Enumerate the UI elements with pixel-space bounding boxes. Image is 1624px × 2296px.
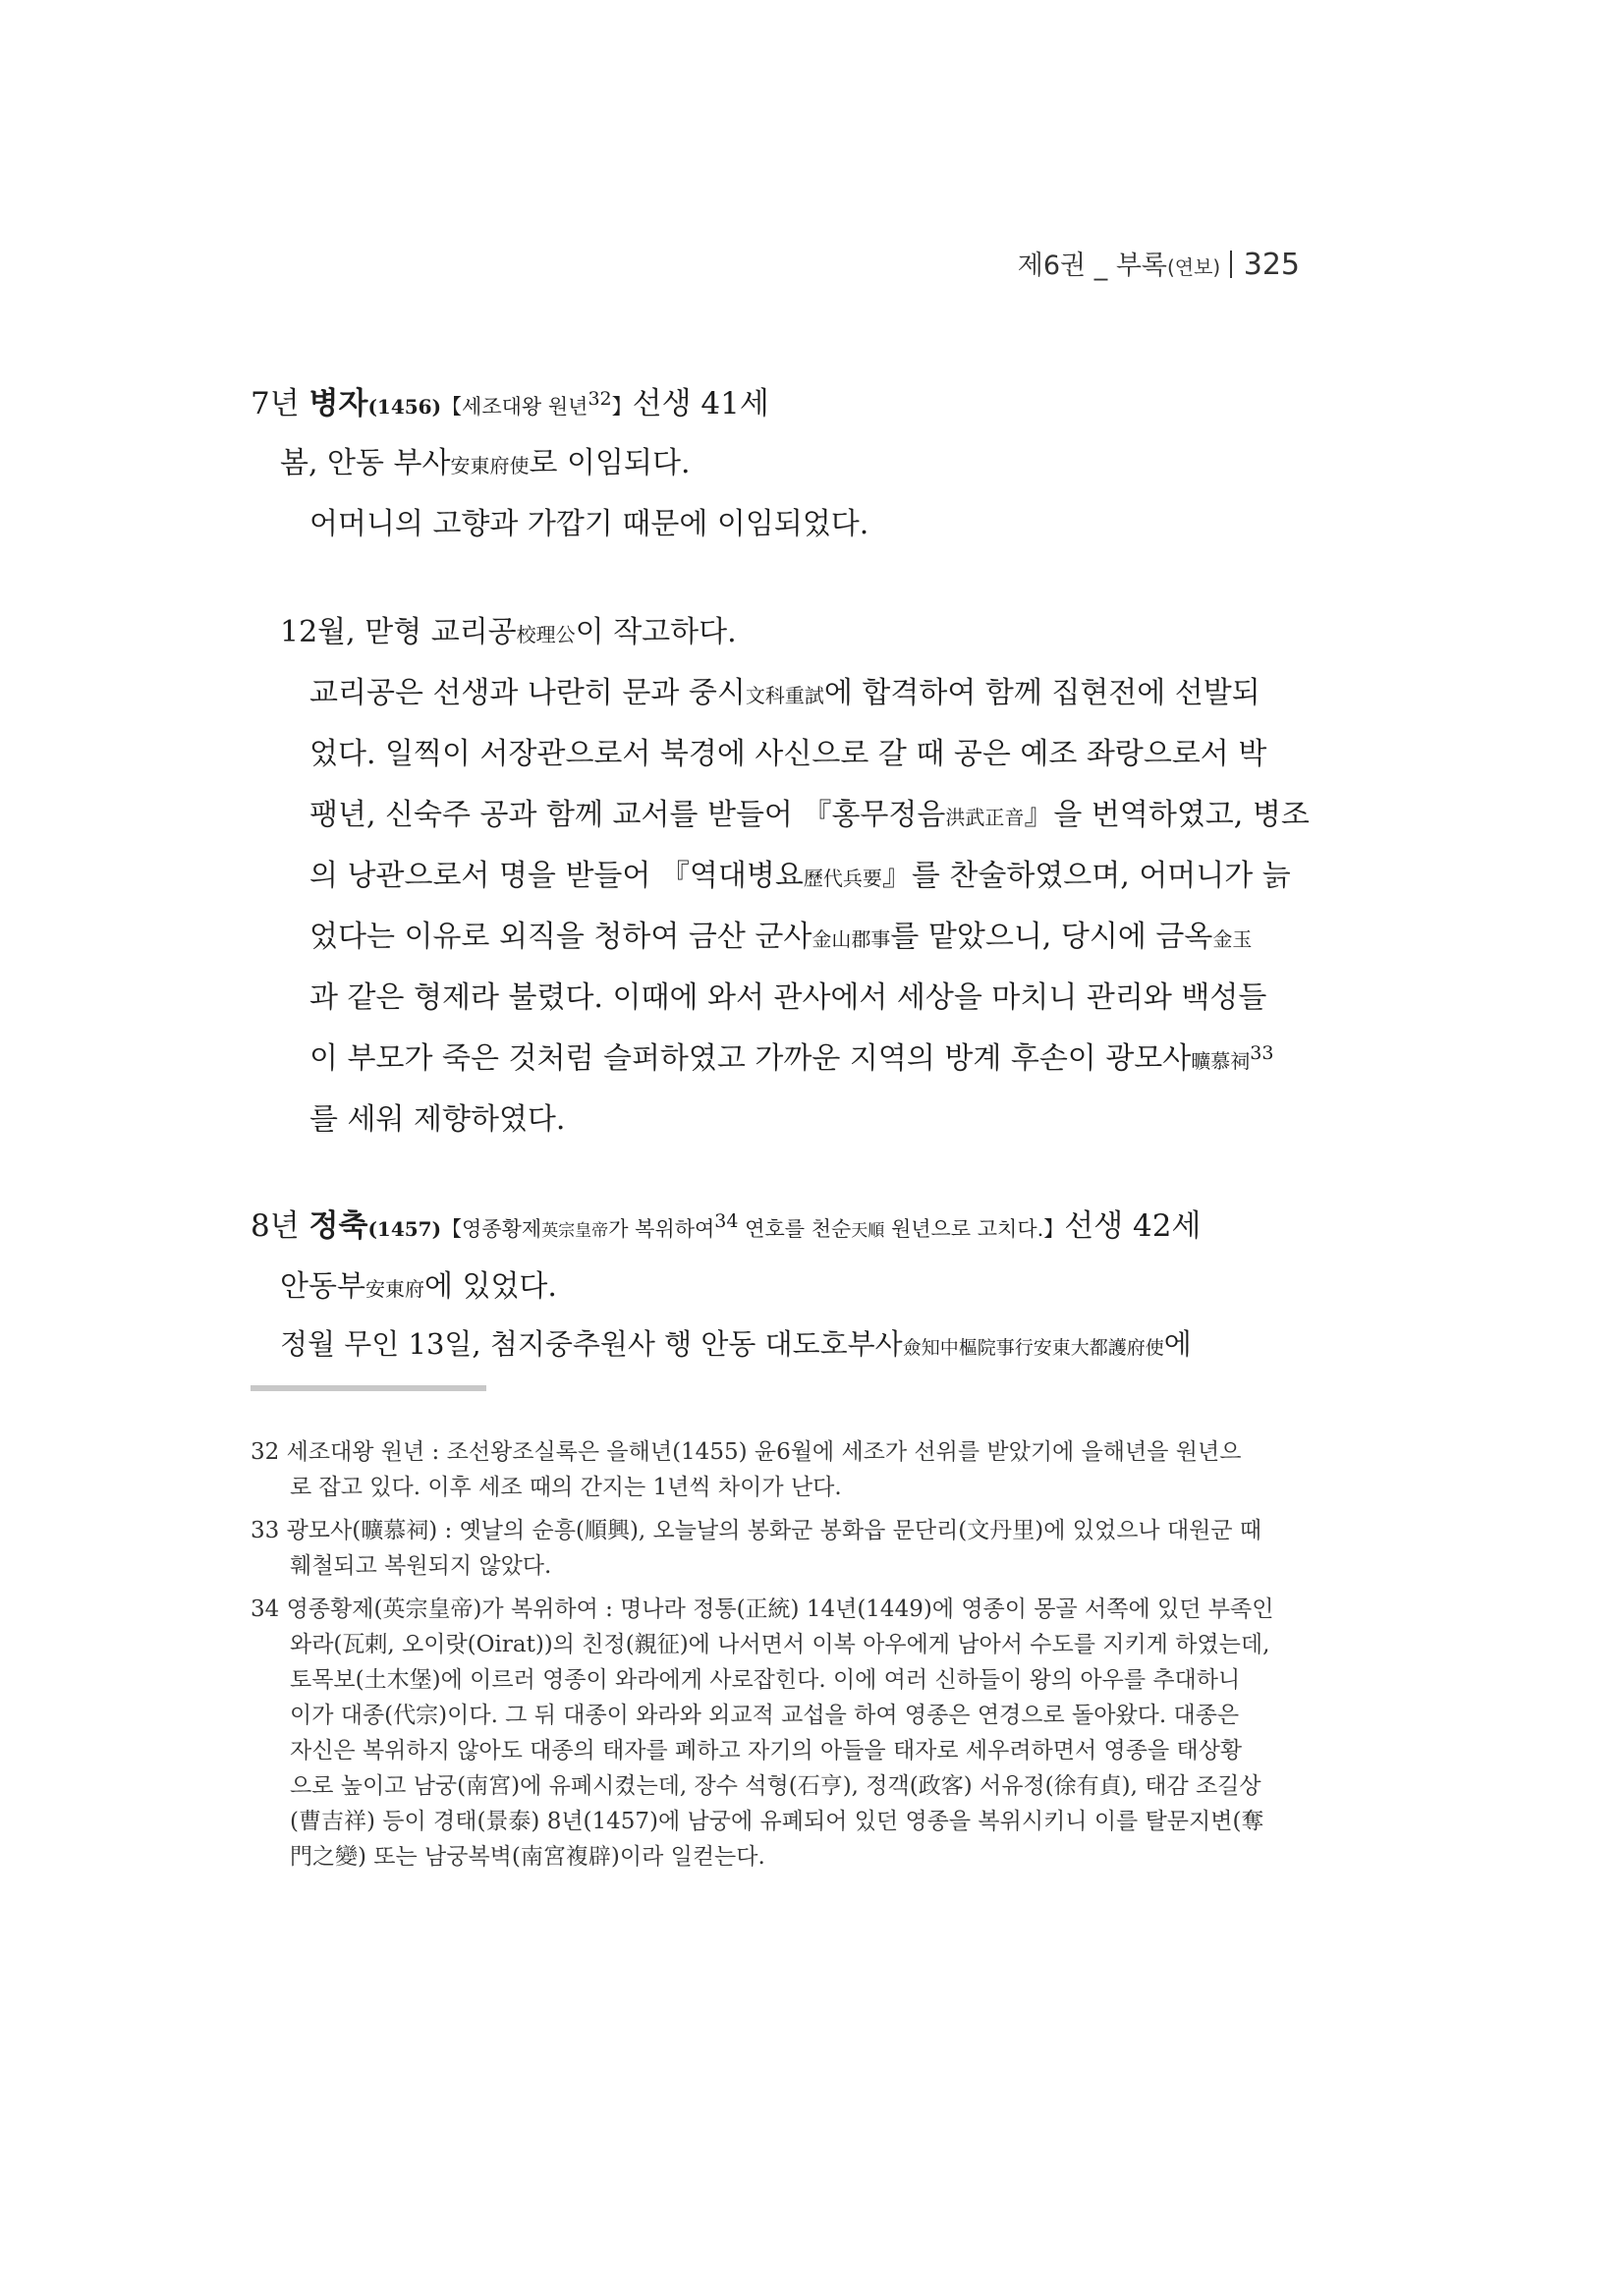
event-text-end: 에 있었다. [423,1269,557,1304]
footnote-33 [251,1513,1261,1584]
running-header [1018,244,1300,282]
paragraph-text: 의 낭관으로서 명을 받들어 『역대병요 [309,859,804,893]
footnote-line: 세조대왕 원년 : 조선왕조실록은 을해년(1455) 윤6월에 세조가 선위를 받았기에 을해년을 원년으 [286,1439,1242,1465]
header-divider [1230,251,1232,278]
event-detail-text: 어머니의 고향과 가깝기 때문에 이임되었다. [309,507,869,541]
year-note-close: 】 [1043,1217,1065,1241]
ganji-label: 정축 [308,1208,368,1244]
year-note-pre: 【세조대왕 원년 [441,395,588,419]
year-note: 가 복위하여 [608,1217,715,1241]
footnote-line: 와라(瓦剌, 오이랏(Oirat))의 친정(親征)에 나서면서 이복 아우에게 남아서 수도를 지키게 하였는데, [290,1632,1270,1657]
paragraph-line [309,973,1266,1016]
paragraph-text: 교리공은 선생과 나란히 문과 중시 [309,676,746,710]
paragraph-text: 』를 찬술하였으며, 어머니가 늙 [881,859,1291,893]
year-note: 【영종황제 [441,1217,542,1241]
year-note: 연호를 천순 [738,1217,852,1241]
year-note: 원년으로 고치다. [884,1217,1044,1241]
paragraph-line [309,729,1266,772]
event-hanja: 校理公 [516,623,576,646]
paragraph-hanja: 洪武正音 [945,806,1025,829]
footnote-line: 광모사(曠慕祠) : 옛날의 순흥(順興), 오늘날의 봉화군 봉화읍 문단리(文丹里)에 있었으나 대원군 때 [286,1518,1262,1543]
header-volume: 제6권 [1017,251,1087,281]
footnote-number: 34 [251,1596,280,1622]
paragraph-text: 었다는 이유로 외직을 청하여 금산 군사 [309,920,812,954]
paragraph-line [309,1034,1273,1077]
year-label: 8년 [251,1208,300,1244]
event-hanja: 安東府 [364,1277,424,1301]
year-heading-7 [251,378,769,422]
paragraph-hanja: 曠慕祠 [1191,1049,1251,1073]
event-text: 봄, 안동 부사 [280,446,451,480]
footnote-line: (曹吉祥) 등이 경태(景泰) 8년(1457)에 남궁에 유폐되어 있던 영종을 복위시키니 이를 탈문지변(奪 [290,1809,1264,1834]
footnote-line: 이가 대종(代宗)이다. 그 뒤 대종이 와라와 외교적 교섭을 하여 영종은 연경으로 돌아왔다. 대종은 [290,1703,1240,1728]
paragraph-text: 를 세워 제향하였다. [309,1102,566,1137]
paragraph-line [309,790,1310,833]
paragraph-text: 를 맡았으니, 당시에 금옥 [890,920,1213,954]
paragraph-line [309,912,1252,955]
year-note-hanja: 英宗皇帝 [541,1221,609,1241]
footnote-ref-32: 32 [588,388,612,410]
page-number: 325 [1243,248,1300,282]
footnote-line: 로 잡고 있다. 이후 세조 때의 간지는 1년씩 차이가 난다. [290,1475,842,1500]
footnote-line: 門之變) 또는 남궁복벽(南宮複辟)이라 일컫는다. [290,1844,765,1870]
age-label: 선생 41세 [632,386,769,421]
footnote-line: 훼철되고 복원되지 않았다. [290,1553,552,1579]
header-dash: _ [1093,251,1108,281]
event-hanja: 僉知中樞院事行安東大都護府使 [902,1337,1164,1359]
paragraph-line [309,1094,565,1138]
footnote-34 [251,1592,1273,1875]
paragraph-text: 과 같은 형제라 불렸다. 이때에 와서 관사에서 세상을 마치니 관리와 백성들 [309,980,1267,1015]
paragraph-text: 었다. 일찍이 서장관으로서 북경에 사신으로 갈 때 공은 예조 좌랑으로서 박 [309,737,1267,771]
event-title [280,1322,1192,1363]
footnote-line: 자신은 복위하지 않아도 대종의 태자를 폐하고 자기의 아들을 태자로 세우려하면서 영종을 태상황 [290,1738,1243,1764]
footnote-ref-34: 34 [714,1210,739,1232]
paragraph-hanja: 文科重試 [745,684,824,707]
year-note-post: 】 [611,395,633,419]
paragraph-text: 에 합격하여 함께 집현전에 선발되 [823,676,1260,710]
paragraph-line [309,668,1260,711]
footnote-number: 33 [251,1518,280,1543]
paragraph-hanja: 金山郡事 [812,927,891,951]
header-section: 부록 [1115,251,1167,281]
year-heading-8 [251,1201,1201,1245]
paragraph-text: 』을 번역하였고, 병조 [1024,798,1310,832]
footnote-number: 32 [251,1439,280,1465]
year-note-hanja: 天順 [851,1221,885,1241]
event-hanja: 安東府使 [450,454,530,477]
paragraph-text: 팽년, 신숙주 공과 함께 교서를 받들어 『홍무정음 [309,798,946,832]
footnote-line: 토목보(土木堡)에 이르러 영종이 와라에게 사로잡힌다. 이에 여러 신하들이 왕의 아우를 추대하니 [290,1667,1241,1693]
paragraph-line [309,851,1291,894]
footnote-divider [251,1385,486,1391]
age-label: 선생 42세 [1064,1208,1202,1244]
ganji-label: 병자 [308,386,368,421]
paragraph-text: 이 부모가 죽은 것처럼 슬퍼하였고 가까운 지역의 방계 후손이 광모사 [309,1041,1192,1076]
paragraph-hanja: 歷代兵要 [803,867,882,890]
event-text-end: 에 [1163,1327,1192,1361]
footnote-line: 영종황제(英宗皇帝)가 복위하여 : 명나라 정통(正統) 14년(1449)에 영종이 몽골 서쪽에 있던 부족인 [286,1596,1274,1622]
ganji-year: (1456) [367,395,442,419]
event-text: 정월 무인 13일, 첨지중추원사 행 안동 대도호부사 [280,1327,903,1361]
header-subsection: (연보) [1166,255,1221,279]
event-text: 안동부 [280,1269,365,1304]
paragraph-hanja: 金玉 [1212,927,1253,951]
event-title [280,607,737,650]
event-text-end: 이 작고하다. [575,615,737,649]
event-title [280,1261,557,1305]
event-title [280,438,691,481]
year-label: 7년 [251,386,300,421]
footnote-ref-33: 33 [1250,1042,1274,1064]
event-text-end: 로 이임되다. [529,446,691,480]
event-detail [309,499,868,542]
footnote-32 [251,1434,1241,1505]
footnote-line: 으로 높이고 남궁(南宮)에 유폐시켰는데, 장수 석형(石亨), 정객(政客) 서유정(徐有貞), 태감 조길상 [290,1773,1261,1799]
event-text: 12월, 맏형 교리공 [280,615,517,649]
ganji-year: (1457) [367,1217,442,1241]
